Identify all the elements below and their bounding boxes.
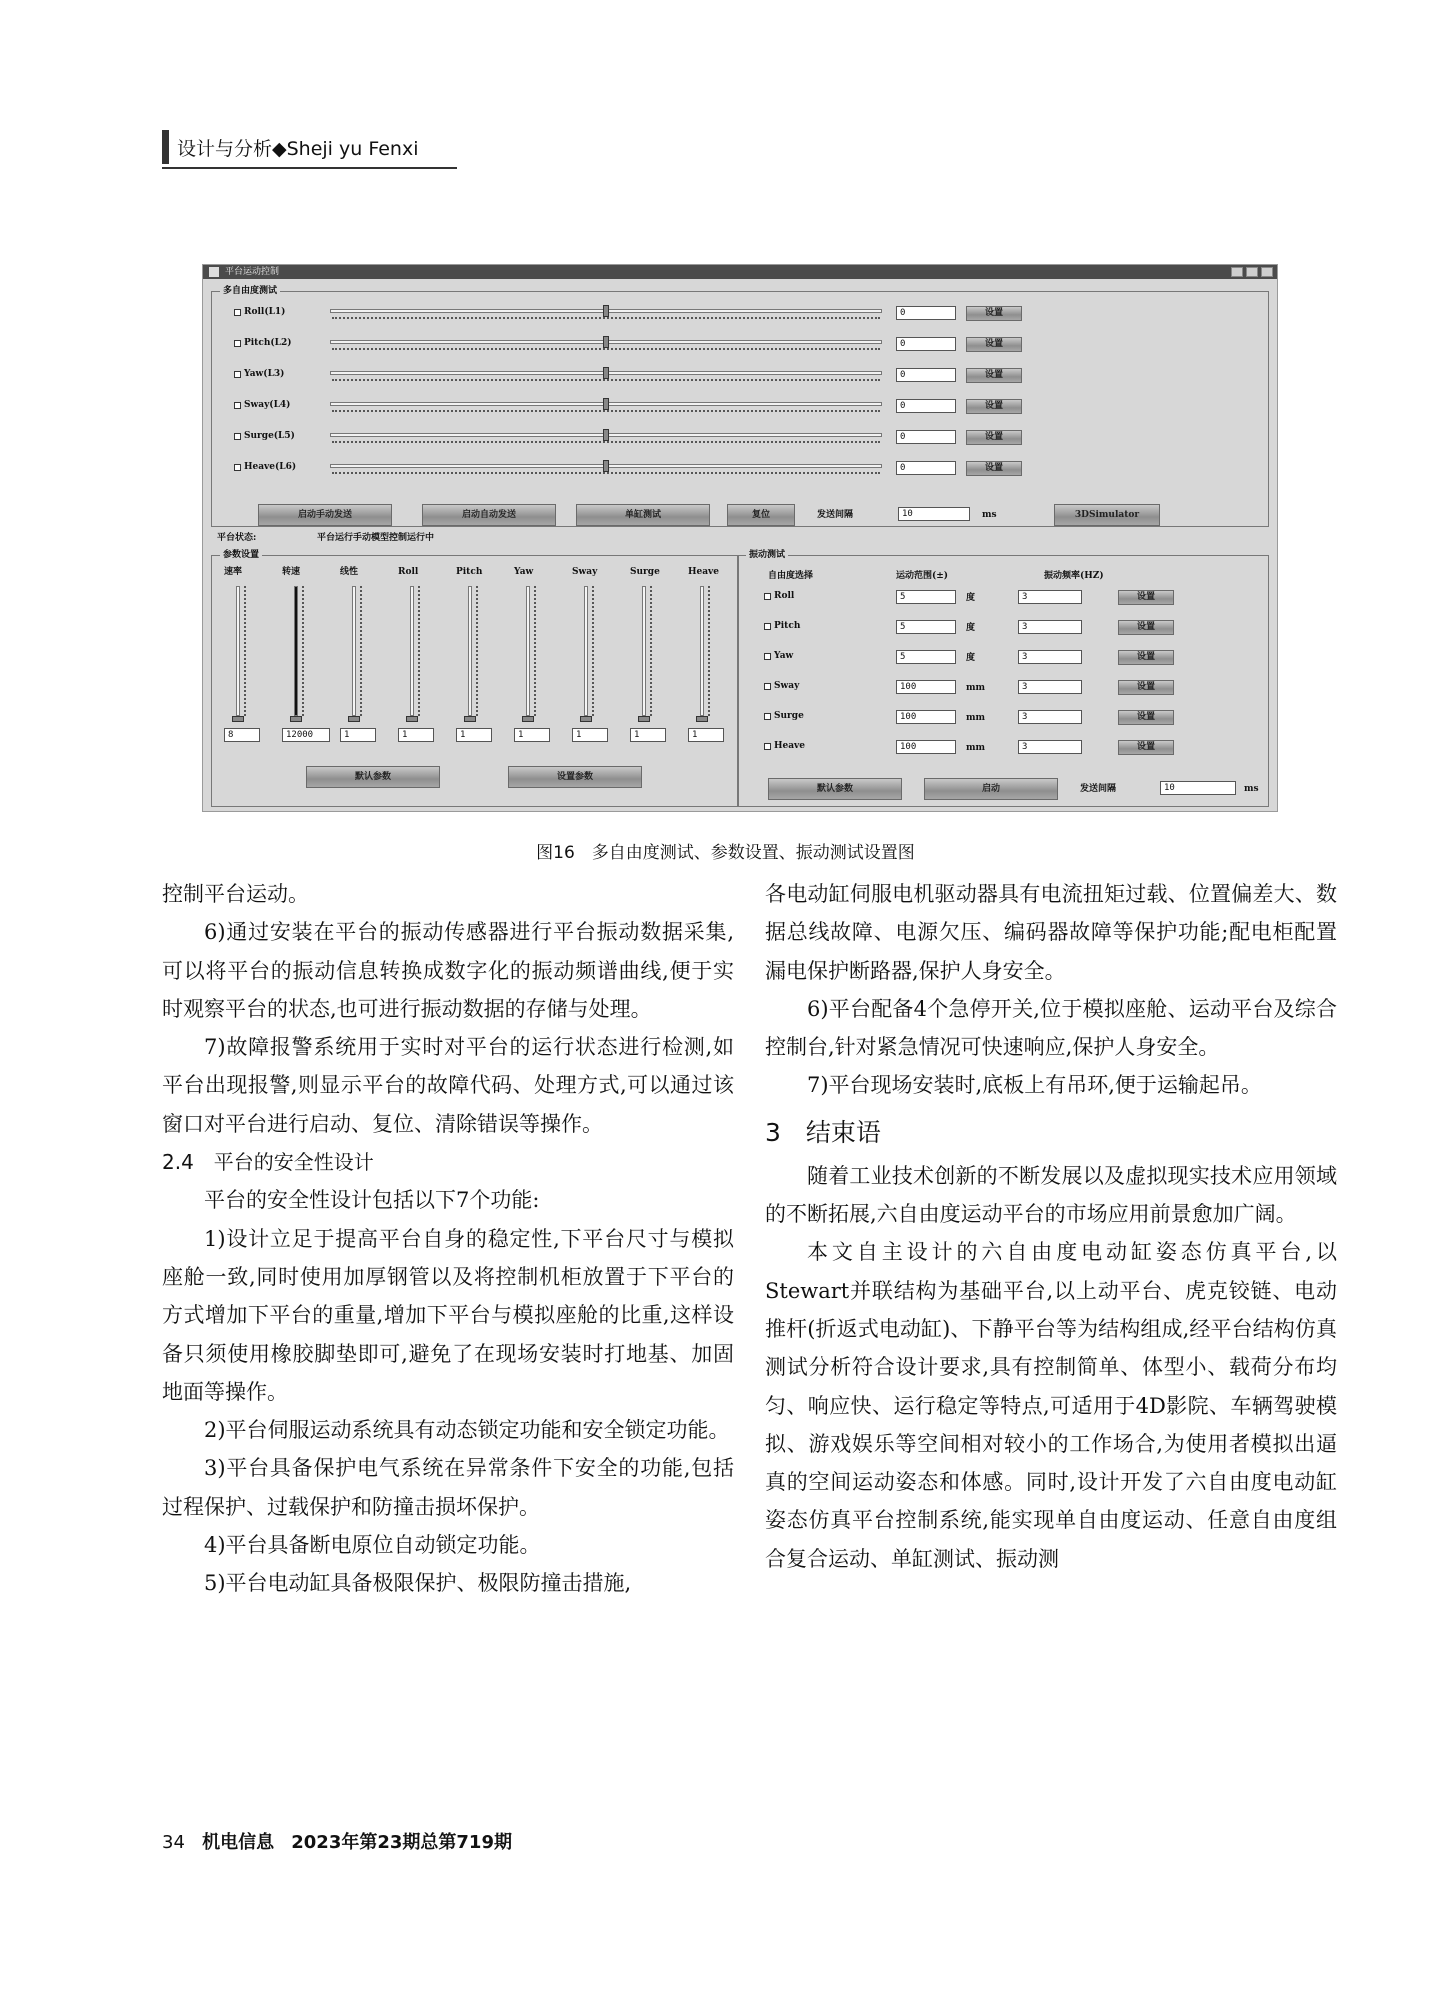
paragraph: 随着工业技术创新的不断发展以及虚拟现实技术应用领域的不断拓展,六自由度运动平台的市场应用前景愈加广阔。 bbox=[765, 1163, 1337, 1227]
dof-set-button[interactable]: 设置 bbox=[966, 337, 1022, 352]
dof-value-input[interactable]: 0 bbox=[896, 337, 956, 351]
param-slider-ticks bbox=[650, 586, 655, 716]
param-slider-thumb[interactable] bbox=[290, 716, 302, 722]
vib-interval-unit: ms bbox=[1244, 784, 1259, 794]
param-slider-thumb[interactable] bbox=[638, 716, 650, 722]
vib-freq-input[interactable]: 3 bbox=[1018, 650, 1082, 664]
param-label: Pitch bbox=[456, 567, 483, 577]
paragraph: 6)通过安装在平台的振动传感器进行平台振动数据采集,可以将平台的振动信息转换成数字化的振动频谱曲线,便于实时观察平台的状态,也可进行振动数据的存储与处理。 bbox=[162, 920, 734, 1021]
dof-set-button[interactable]: 设置 bbox=[966, 399, 1022, 414]
app-logo-icon bbox=[209, 267, 219, 277]
vib-range-unit: 度 bbox=[966, 593, 976, 603]
dof-checkbox[interactable] bbox=[234, 309, 241, 316]
param-value-input[interactable]: 1 bbox=[398, 728, 434, 742]
param-slider-thumb[interactable] bbox=[406, 716, 418, 722]
dof-label: Sway(L4) bbox=[244, 400, 291, 410]
paragraph: 6)平台配备4个急停开关,位于模拟座舱、运动平台及综合控制台,针对紧急情况可快速响应,保护人身安全。 bbox=[765, 996, 1337, 1060]
header-text: 设计与分析◆Sheji yu Fenxi bbox=[177, 137, 419, 160]
param-value-input[interactable]: 1 bbox=[572, 728, 608, 742]
param-label: Sway bbox=[572, 567, 598, 577]
dof-set-button[interactable]: 设置 bbox=[966, 306, 1022, 321]
param-slider-ticks bbox=[244, 586, 249, 716]
vib-interval-label: 发送间隔 bbox=[1080, 784, 1117, 794]
dof-slider-thumb[interactable] bbox=[603, 460, 609, 472]
param-slider-ticks bbox=[360, 586, 365, 716]
param-slider-track[interactable] bbox=[526, 586, 530, 716]
dof-value-input[interactable]: 0 bbox=[896, 430, 956, 444]
vib-range-input[interactable]: 5 bbox=[896, 650, 956, 664]
params-group bbox=[211, 550, 739, 807]
reset-button[interactable]: 复位 bbox=[727, 504, 795, 526]
paragraph: 5)平台电动缸具备极限保护、极限防撞击措施, bbox=[204, 1571, 632, 1596]
param-slider-thumb[interactable] bbox=[696, 716, 708, 722]
journal-name: 机电信息 bbox=[202, 1832, 275, 1853]
close-icon[interactable] bbox=[1261, 267, 1273, 277]
dof-slider-ticks bbox=[332, 410, 880, 415]
figure-screenshot bbox=[202, 264, 1278, 812]
header-bar bbox=[162, 130, 169, 164]
vib-freq-input[interactable]: 3 bbox=[1018, 680, 1082, 694]
paragraph: 7)平台现场安装时,底板上有吊环,便于运输起吊。 bbox=[807, 1073, 1262, 1098]
vib-range-unit: 度 bbox=[966, 623, 976, 633]
dof-checkbox[interactable] bbox=[234, 340, 241, 347]
vib-freq-input[interactable]: 3 bbox=[1018, 710, 1082, 724]
dof-value-input[interactable]: 0 bbox=[896, 368, 956, 382]
left-column bbox=[162, 875, 734, 1603]
send-interval-label: 发送间隔 bbox=[817, 510, 854, 520]
default-params-button[interactable]: 默认参数 bbox=[306, 766, 440, 788]
3d-simulator-button[interactable]: 3DSimulator bbox=[1054, 504, 1160, 526]
vib-header-dof: 自由度选择 bbox=[768, 571, 814, 581]
vib-start-button[interactable]: 启动 bbox=[924, 778, 1058, 800]
paragraph: 控制平台运动。 bbox=[162, 882, 309, 906]
param-label: Surge bbox=[630, 567, 660, 577]
dof-label: Yaw(L3) bbox=[244, 369, 285, 379]
start-auto-button[interactable]: 启动自动发送 bbox=[422, 504, 556, 526]
vib-set-button[interactable]: 设置 bbox=[1118, 740, 1174, 755]
param-value-input[interactable]: 1 bbox=[514, 728, 550, 742]
dof-slider-thumb[interactable] bbox=[603, 367, 609, 379]
paragraph: 平台的安全性设计包括以下7个功能: bbox=[204, 1188, 540, 1213]
param-slider-track[interactable] bbox=[352, 586, 356, 716]
dof-value-input[interactable]: 0 bbox=[896, 399, 956, 413]
dof-checkbox[interactable] bbox=[234, 402, 241, 409]
vib-set-button[interactable]: 设置 bbox=[1118, 650, 1174, 665]
dof-slider-thumb[interactable] bbox=[603, 429, 609, 441]
vib-range-input[interactable]: 100 bbox=[896, 740, 956, 754]
dof-set-button[interactable]: 设置 bbox=[966, 430, 1022, 445]
vib-range-input[interactable]: 100 bbox=[896, 680, 956, 694]
param-value-input[interactable]: 8 bbox=[224, 728, 260, 742]
param-slider-ticks bbox=[534, 586, 539, 716]
start-manual-button[interactable]: 启动手动发送 bbox=[258, 504, 392, 526]
param-label: 线性 bbox=[340, 567, 359, 577]
section-heading: 2.4 平台的安全性设计 bbox=[162, 1150, 374, 1175]
vib-set-button[interactable]: 设置 bbox=[1118, 680, 1174, 695]
vib-range-input[interactable]: 5 bbox=[896, 620, 956, 634]
vibration-group bbox=[737, 550, 1269, 807]
param-slider-thumb[interactable] bbox=[464, 716, 476, 722]
param-slider-ticks bbox=[302, 586, 307, 716]
dof-slider-ticks bbox=[332, 317, 880, 322]
window-title: 平台运动控制 bbox=[225, 267, 280, 277]
param-label: Yaw bbox=[514, 567, 534, 577]
vib-range-unit: mm bbox=[966, 743, 986, 753]
param-slider-track[interactable] bbox=[294, 586, 298, 716]
paragraph: 2)平台伺服运动系统具有动态锁定功能和安全锁定功能。 bbox=[204, 1418, 730, 1443]
param-label: 转速 bbox=[282, 567, 301, 577]
param-slider-track[interactable] bbox=[584, 586, 588, 716]
param-slider-track[interactable] bbox=[410, 586, 414, 716]
param-slider-track[interactable] bbox=[700, 586, 704, 716]
param-slider-track[interactable] bbox=[468, 586, 472, 716]
param-slider-ticks bbox=[592, 586, 597, 716]
section-heading: 3 结束语 bbox=[765, 1117, 881, 1147]
window-titlebar bbox=[203, 265, 1277, 279]
dof-checkbox[interactable] bbox=[234, 464, 241, 471]
vib-range-input[interactable]: 100 bbox=[896, 710, 956, 724]
page-footer bbox=[162, 1828, 512, 1854]
param-slider-thumb[interactable] bbox=[522, 716, 534, 722]
param-value-input[interactable]: 1 bbox=[456, 728, 492, 742]
dof-slider-thumb[interactable] bbox=[603, 398, 609, 410]
param-label: 速率 bbox=[224, 567, 243, 577]
vib-dof-label: Pitch bbox=[774, 621, 801, 631]
paragraph: 本文自主设计的六自由度电动缸姿态仿真平台,以Stewart并联结构为基础平台,以上动平台、虎克铰链、电动推杆(折返式电动缸)、下静平台等为结构组成,经平台结构仿真测试分析符合设计要求,具有控制简单、体型小、载荷分布均匀、响应快、运行稳定等特点,可适用于4D影院、车辆驾驶模拟、游戏娱乐等空间相对较小的工作场合,为使用者模拟出逼真的空间运动姿态和体感。同时,设计开发了六自由度电动缸姿态仿真平台控制系统,能实现单自由度运动、任意自由度组合复合运动、单缸测试、振动测 bbox=[765, 1240, 1337, 1571]
params-title: 参数设置 bbox=[220, 549, 262, 561]
param-slider-thumb[interactable] bbox=[232, 716, 244, 722]
multi-dof-group bbox=[211, 286, 1269, 527]
paragraph: 1)设计立足于提高平台自身的稳定性,下平台尺寸与模拟座舱一致,同时使用加厚钢管以及将控制机柜放置于下平台的方式增加下平台的重量,增加下平台与模拟座舱的比重,这样设备只须使用橡胶脚垫即可,避免了在现场安装时打地基、加固地面等操作。 bbox=[162, 1226, 734, 1404]
vib-freq-input[interactable]: 3 bbox=[1018, 740, 1082, 754]
dof-slider-ticks bbox=[332, 472, 880, 477]
param-label: Roll bbox=[398, 567, 419, 577]
param-slider-ticks bbox=[708, 586, 713, 716]
dof-slider-thumb[interactable] bbox=[603, 305, 609, 317]
vib-checkbox[interactable] bbox=[764, 653, 771, 660]
platform-status-text: 平台运行手动模型控制运行中 bbox=[317, 533, 435, 543]
right-column bbox=[765, 875, 1337, 1578]
vib-range-input[interactable]: 5 bbox=[896, 590, 956, 604]
minimize-icon[interactable] bbox=[1231, 267, 1243, 277]
paragraph: 3)平台具备保护电气系统在异常条件下安全的功能,包括过程保护、过载保护和防撞击损坏保护。 bbox=[162, 1456, 734, 1519]
paragraph: 4)平台具备断电原位自动锁定功能。 bbox=[204, 1533, 541, 1558]
vib-range-unit: mm bbox=[966, 713, 986, 723]
param-slider-track[interactable] bbox=[642, 586, 646, 716]
vib-freq-input[interactable]: 3 bbox=[1018, 590, 1082, 604]
param-value-input[interactable]: 1 bbox=[340, 728, 376, 742]
vib-header-range: 运动范围(±) bbox=[896, 571, 949, 581]
vib-header-freq: 振动频率(HZ) bbox=[1044, 571, 1104, 581]
dof-label: Heave(L6) bbox=[244, 462, 297, 472]
dof-checkbox[interactable] bbox=[234, 433, 241, 440]
vib-range-unit: mm bbox=[966, 683, 986, 693]
vib-set-button[interactable]: 设置 bbox=[1118, 710, 1174, 725]
vib-checkbox[interactable] bbox=[764, 713, 771, 720]
dof-set-button[interactable]: 设置 bbox=[966, 461, 1022, 476]
set-params-button[interactable]: 设置参数 bbox=[508, 766, 642, 788]
vib-checkbox[interactable] bbox=[764, 623, 771, 630]
dof-value-input[interactable]: 0 bbox=[896, 306, 956, 320]
vib-default-params-button[interactable]: 默认参数 bbox=[768, 778, 902, 800]
vib-checkbox[interactable] bbox=[764, 743, 771, 750]
param-slider-track[interactable] bbox=[236, 586, 240, 716]
vib-interval-input[interactable]: 10 bbox=[1160, 781, 1236, 795]
dof-slider-ticks bbox=[332, 441, 880, 446]
vib-checkbox[interactable] bbox=[764, 593, 771, 600]
vib-dof-label: Yaw bbox=[774, 651, 794, 661]
vib-dof-label: Roll bbox=[774, 591, 795, 601]
send-interval-input[interactable]: 10 bbox=[898, 507, 970, 521]
vib-set-button[interactable]: 设置 bbox=[1118, 590, 1174, 605]
param-slider-ticks bbox=[476, 586, 481, 716]
figure-caption: 图16 多自由度测试、参数设置、振动测试设置图 bbox=[536, 843, 915, 863]
page-number: 34 bbox=[162, 1832, 185, 1853]
vib-checkbox[interactable] bbox=[764, 683, 771, 690]
param-value-input[interactable]: 12000 bbox=[282, 728, 330, 742]
dof-slider-ticks bbox=[332, 379, 880, 384]
dof-set-button[interactable]: 设置 bbox=[966, 368, 1022, 383]
dof-label: Roll(L1) bbox=[244, 307, 286, 317]
param-label: Heave bbox=[688, 567, 720, 577]
maximize-icon[interactable] bbox=[1246, 267, 1258, 277]
paragraph: 7)故障报警系统用于实时对平台的运行状态进行检测,如平台出现报警,则显示平台的故障代码、处理方式,可以通过该窗口对平台进行启动、复位、清除错误等操作。 bbox=[162, 1035, 734, 1136]
param-value-input[interactable]: 1 bbox=[630, 728, 666, 742]
vib-freq-input[interactable]: 3 bbox=[1018, 620, 1082, 634]
dof-checkbox[interactable] bbox=[234, 371, 241, 378]
param-slider-thumb[interactable] bbox=[580, 716, 592, 722]
vib-dof-label: Heave bbox=[774, 741, 806, 751]
dof-slider-ticks bbox=[332, 348, 880, 353]
vib-dof-label: Sway bbox=[774, 681, 800, 691]
journal-issue: 2023年第23期总第719期 bbox=[291, 1832, 512, 1853]
send-interval-unit: ms bbox=[982, 510, 997, 520]
dof-slider-thumb[interactable] bbox=[603, 336, 609, 348]
vib-dof-label: Surge bbox=[774, 711, 804, 721]
vib-set-button[interactable]: 设置 bbox=[1118, 620, 1174, 635]
window-controls bbox=[1231, 267, 1273, 277]
param-slider-ticks bbox=[418, 586, 423, 716]
header-rule bbox=[162, 167, 457, 169]
single-cylinder-test-button[interactable]: 单缸测试 bbox=[576, 504, 710, 526]
vib-range-unit: 度 bbox=[966, 653, 976, 663]
paragraph: 各电动缸伺服电机驱动器具有电流扭矩过载、位置偏差大、数据总线故障、电源欠压、编码器故障等保护功能;配电柜配置漏电保护断路器,保护人身安全。 bbox=[765, 882, 1337, 983]
dof-value-input[interactable]: 0 bbox=[896, 461, 956, 475]
dof-label: Pitch(L2) bbox=[244, 338, 292, 348]
multi-dof-title: 多自由度测试 bbox=[220, 285, 280, 297]
running-header bbox=[162, 130, 418, 164]
dof-label: Surge(L5) bbox=[244, 431, 295, 441]
platform-status-label: 平台状态: bbox=[217, 533, 257, 543]
param-value-input[interactable]: 1 bbox=[688, 728, 724, 742]
vibration-title: 振动测试 bbox=[746, 549, 788, 561]
param-slider-thumb[interactable] bbox=[348, 716, 360, 722]
